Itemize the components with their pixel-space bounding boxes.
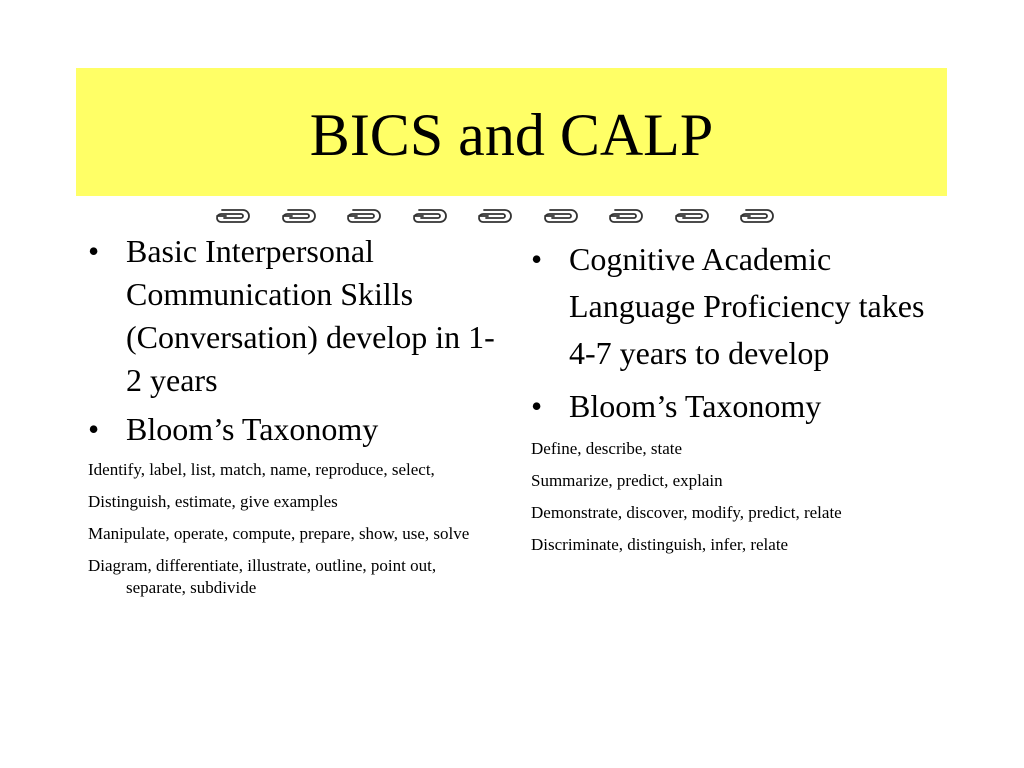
right-bullet-calp [531,236,931,377]
right-column [531,236,931,566]
left-bullet-text: Basic Interpersonal Communication Skills (Conversation) develop in 1-2 years [126,233,495,398]
paperclip-icon [607,206,643,226]
left-verb-item: Manipulate, operate, compute, prepare, show, use, solve [88,524,470,543]
left-bullet-bloom [88,408,498,451]
right-bullet-text: Cognitive Academic Language Proficiency takes 4-7 years to develop [569,241,925,371]
left-bullet-bics [88,230,498,402]
left-bullet-text: Bloom’s Taxonomy [126,411,379,447]
right-verb-item: Discriminate, distinguish, infer, relate [531,535,789,554]
paperclip-icon [345,206,381,226]
paperclip-icon [411,206,447,226]
left-verb-list [88,459,498,599]
bullet-marker: • [531,388,543,424]
right-verb-item: Demonstrate, discover, modify, predict, relate [531,503,842,522]
right-verb-list [531,438,931,556]
paperclip-icon [673,206,709,226]
paperclip-icon [280,206,316,226]
left-verb-item: Distinguish, estimate, give examples [88,492,338,511]
paperclip-icon [476,206,512,226]
title-banner [76,68,947,196]
left-column [88,230,498,609]
bullet-marker: • [88,233,100,269]
paperclip-row [214,206,784,228]
paperclip-icon [214,206,250,226]
right-verb-item: Summarize, predict, explain [531,471,723,490]
right-bullet-bloom [531,383,931,430]
left-verb-item: Diagram, differentiate, illustrate, outline, point out, separate, subdivide [88,556,437,597]
left-verb-item: Identify, label, list, match, name, reproduce, select, [88,460,435,479]
slide-title: BICS and CALP [309,102,714,168]
right-verb-item: Define, describe, state [531,439,683,458]
paperclip-icon [542,206,578,226]
right-bullet-text: Bloom’s Taxonomy [569,388,822,424]
bullet-marker: • [531,241,543,277]
bullet-marker: • [88,411,100,447]
paperclip-icon [738,206,774,226]
